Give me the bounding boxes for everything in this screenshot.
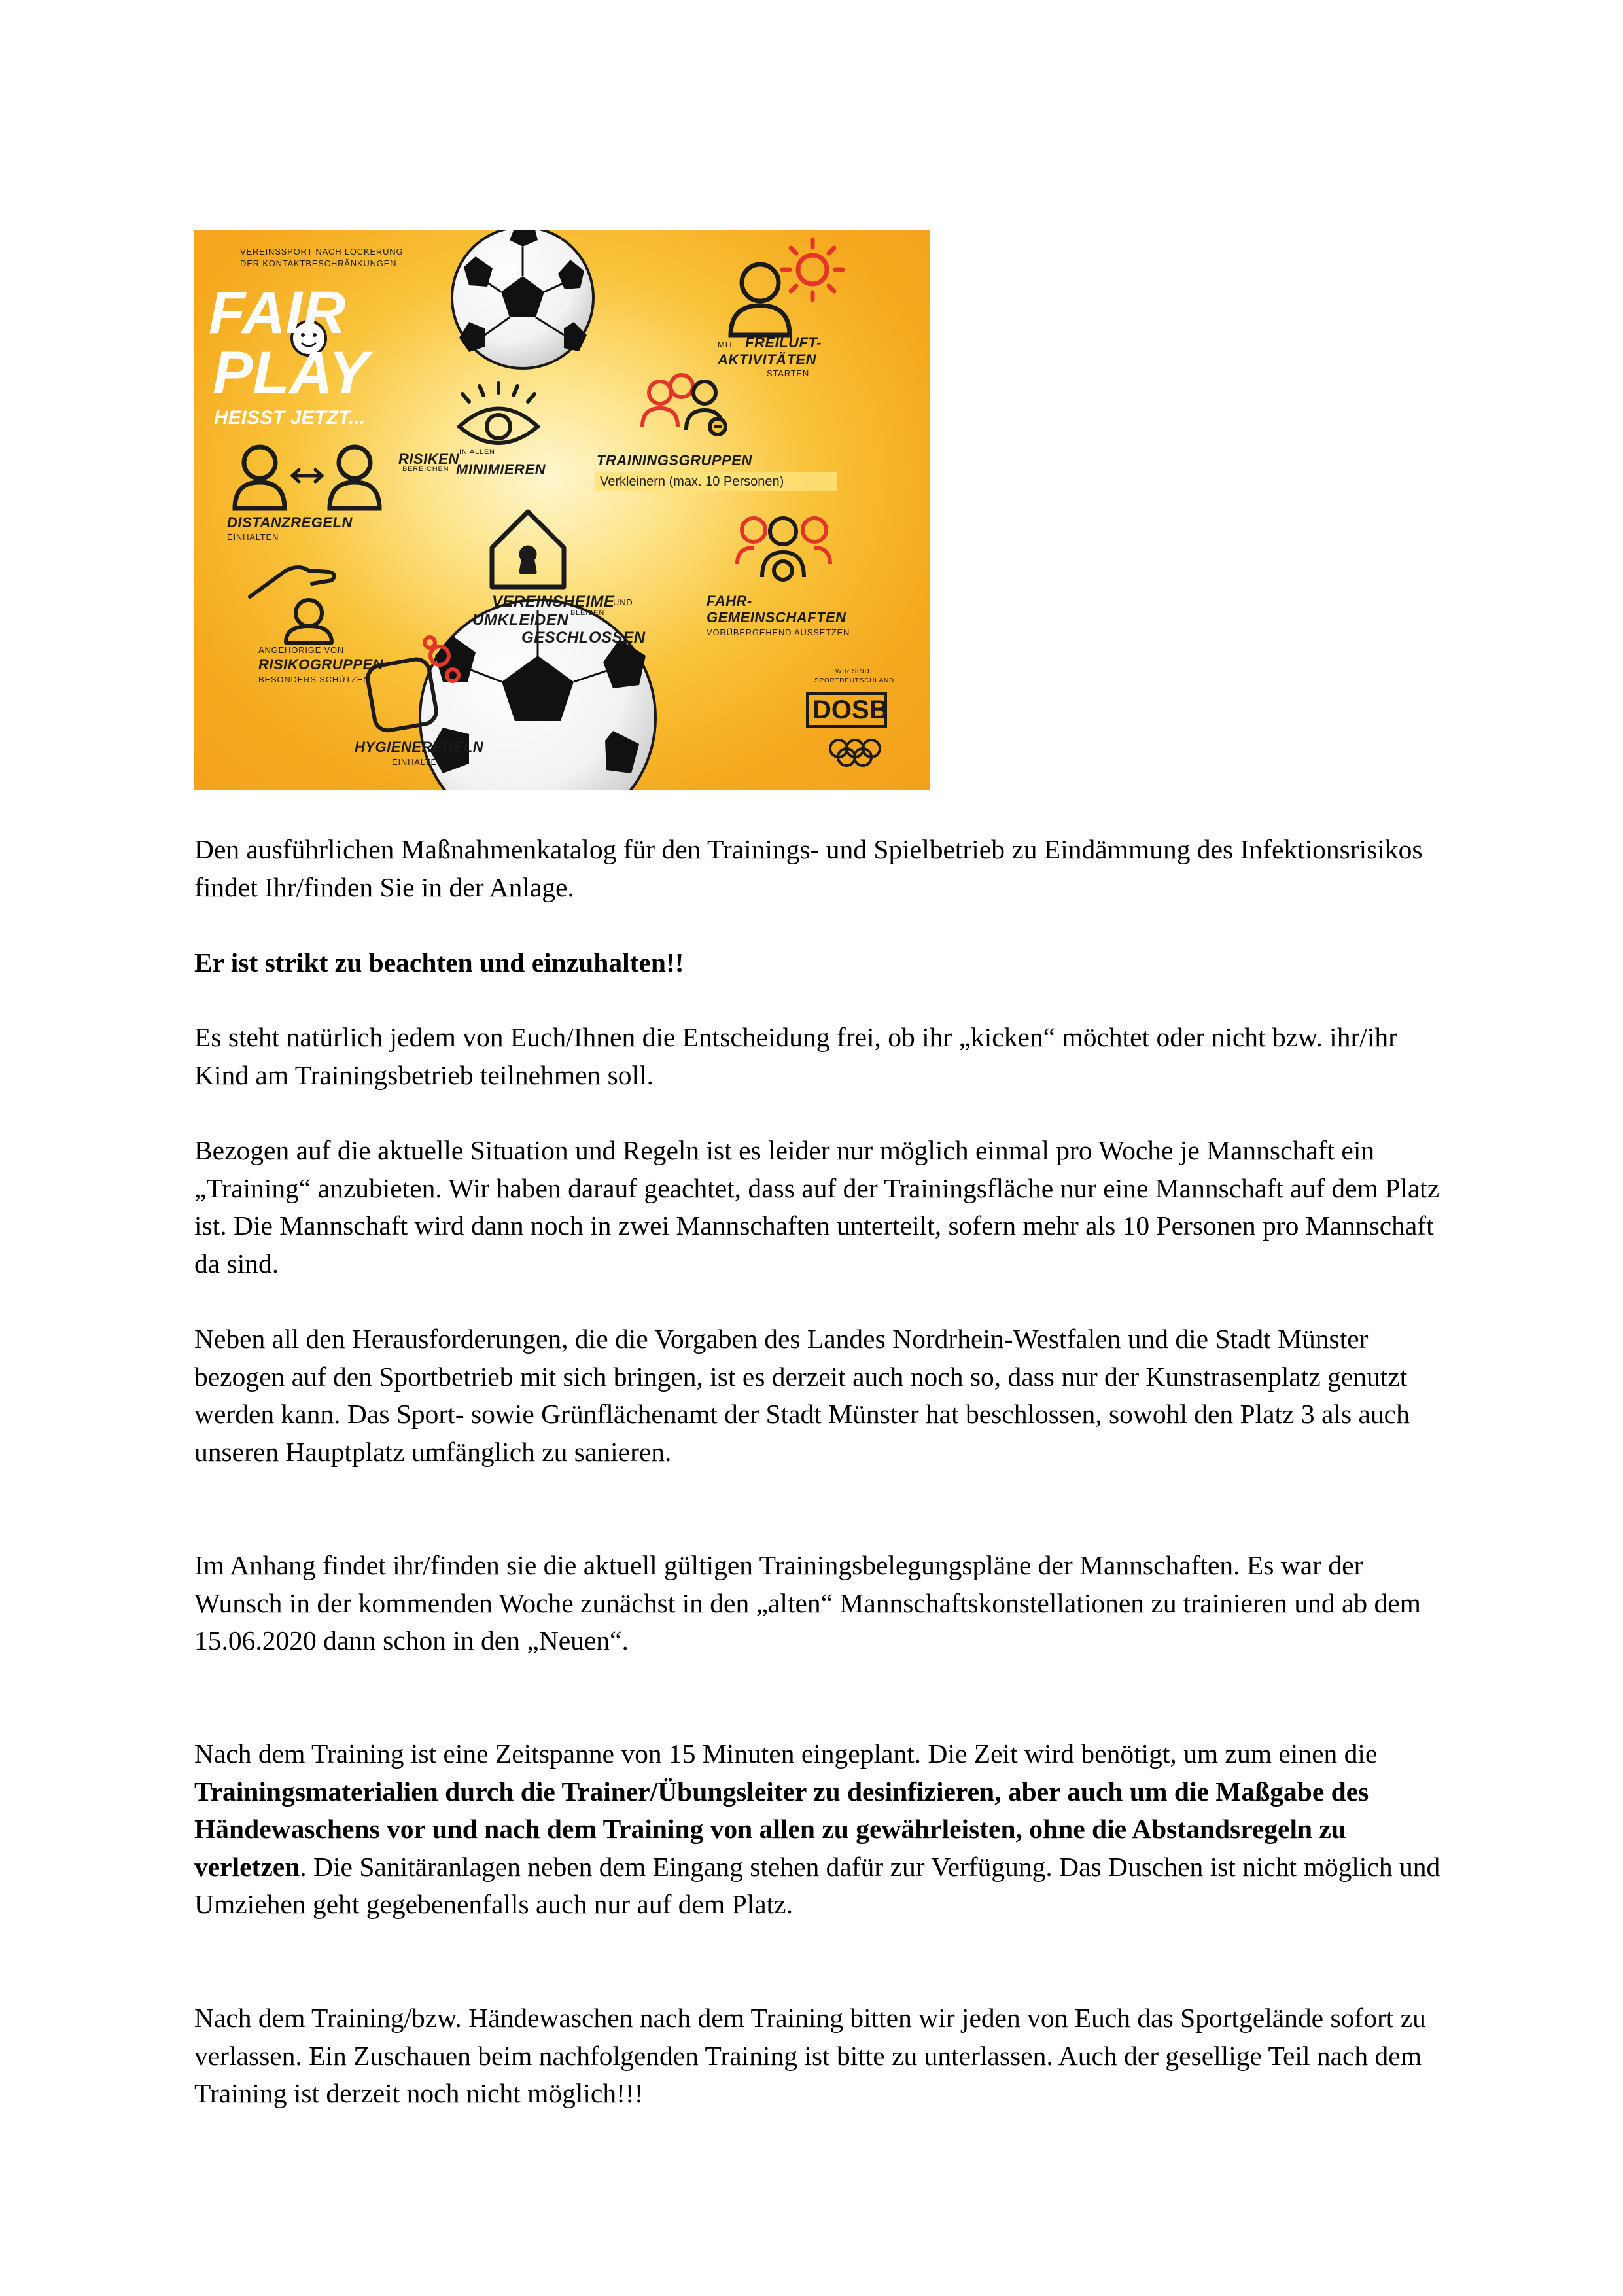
- freiluft-2: AKTIVITÄTEN: [718, 351, 816, 368]
- olympic-rings-icon: [830, 740, 880, 766]
- poster-header-1: VEREINSSPORT NACH LOCKERUNG: [240, 247, 404, 256]
- vereinsheime-1b: UND: [613, 597, 633, 607]
- risiken-1: RISIKEN: [398, 451, 459, 467]
- risiken-2b: BEREICHEN: [402, 465, 449, 473]
- poster-headline-heisst: HEISST JETZT...: [214, 407, 366, 429]
- freiluft-1: FREILUFT-: [745, 334, 822, 351]
- paragraph-trainingsbelegung: Im Anhang findet ihr/finden sie die aktuell gültigen Trainingsbelegungspläne der Mannschaften. Es war der Wunsch in der kommenden Woche zunächst in den „alten“ Mannschaftskonstellationen zu trainieren und ab dem 15.06.2020 dann schon in den „Neuen“.: [194, 1550, 1421, 1655]
- eye-icon: [459, 383, 538, 443]
- training-group-icon: [642, 375, 725, 434]
- risiken-2a: IN ALLEN: [459, 448, 495, 456]
- vereinsheime-1: VEREINSHEIME: [492, 593, 615, 610]
- risikogruppen-1: ANGEHÖRIGE VON: [258, 645, 345, 655]
- protecting-hand-icon: [250, 567, 334, 643]
- trainingsgruppen-1: TRAININGSGRUPPEN: [597, 452, 752, 468]
- paragraph-7-part-1: Nach dem Training ist eine Zeitspanne von 15 Minuten eingeplant. Die Zeit wird benötigt, um zum einen die: [194, 1739, 1378, 1769]
- fahr-2: GEMEINSCHAFTEN: [707, 609, 846, 626]
- fahr-1: FAHR-: [707, 593, 752, 609]
- soccer-ball-icon: [452, 230, 593, 368]
- fair-play-poster: [194, 230, 930, 790]
- vereinsheime-3: GESCHLOSSEN: [521, 629, 646, 646]
- fahr-3: VORÜBERGEHEND AUSSETZEN: [707, 627, 850, 637]
- car-sharing-icon: [737, 518, 830, 580]
- paragraph-7-bold: Trainingsmaterialien durch die Trainer/Übungsleiter zu desinfizieren, aber auch um die Maßgabe des Händewaschens vor und nach dem Training von allen zu gewährleisten, ohne die Abstandsregeln zu verletzen: [194, 1776, 1369, 1882]
- poster-header-2: DER KONTAKTBESCHRÄNKUNGEN: [240, 258, 397, 268]
- paragraph-gelaende-verlassen: Nach dem Training/bzw. Händewaschen nach dem Training bitten wir jeden von Euch das Sportgelände sofort zu verlassen. Ein Zuschauen beim nachfolgenden Training ist bitte zu unterlassen. Auch der gesellige Teil nach dem Training ist derzeit noch nicht möglich!!!: [194, 2003, 1426, 2108]
- paragraph-nach-dem-training: [194, 1735, 1457, 1924]
- risiken-3: MINIMIEREN: [456, 461, 546, 478]
- dosb-small-2: SPORTDEUTSCHLAND: [814, 677, 895, 684]
- hygieneregeln-2: EINHALTEN: [392, 757, 444, 767]
- paragraph-massnahmenkatalog: Den ausführlichen Maßnahmenkatalog für den Trainings- und Spielbetrieb zu Eindämmung des Infektionsrisikos findet Ihr/finden Sie in der Anlage.: [194, 834, 1423, 902]
- paragraph-7-part-3: . Die Sanitäranlagen neben dem Eingang stehen dafür zur Verfügung. Das Duschen ist nicht möglich und Umziehen geht gegebenenfalls auch nur auf dem Platz.: [194, 1851, 1440, 1919]
- freiluft-pre: MIT: [718, 340, 734, 349]
- paragraph-herausforderungen: Neben all den Herausforderungen, die die Vorgaben des Landes Nordrhein-Westfalen und die Stadt Münster bezogen auf den Sportbetrieb mit sich bringen, ist es derzeit auch noch so, dass nur der Kunstrasenplatz genutzt werden kann. Das Sport- sowie Grünflächenamt der Stadt Münster hat beschlossen, sowohl den Platz 3 als auch unseren Hauptplatz umfänglich zu sanieren.: [194, 1324, 1410, 1467]
- risikogruppen-2: RISIKOGRUPPEN: [258, 656, 384, 673]
- hygieneregeln-1: HYGIENEREGELN: [355, 739, 484, 755]
- vereinsheime-2: UMKLEIDEN: [472, 611, 569, 629]
- distance-icon: [235, 447, 379, 508]
- trainingsgruppen-2: Verkleinern (max. 10 Personen): [600, 474, 784, 489]
- paragraph-entscheidung-frei: Es steht natürlich jedem von Euch/Ihnen die Entscheidung frei, ob ihr „kicken“ möchtet oder nicht bzw. ihr/ihr Kind am Trainingsbetrieb teilnehmen soll.: [194, 1022, 1397, 1090]
- dosb-small-1: WIR SIND: [835, 668, 870, 675]
- dosb-logo-text: DOSB: [812, 696, 888, 724]
- poster-headline-fair: FAIR: [209, 279, 346, 346]
- risikogruppen-3: BESONDERS SCHÜTZEN: [258, 675, 370, 684]
- person-sun-icon: [731, 239, 843, 335]
- freiluft-3: STARTEN: [767, 368, 810, 378]
- distanzregeln-1: DISTANZREGELN: [227, 514, 353, 531]
- house-lock-icon: [492, 512, 564, 587]
- poster-headline-play: PLAY: [213, 340, 369, 406]
- paragraph-strikt-beachten: Er ist strikt zu beachten und einzuhalten!!: [194, 947, 684, 978]
- paragraph-training-pro-woche: Bezogen auf die aktuelle Situation und Regeln ist es leider nur möglich einmal pro Woche je Mannschaft ein „Training“ anzubieten. Wir haben darauf geachtet, dass auf der Trainingsfläche nur eine Mannschaft auf dem Platz ist. Die Mannschaft wird dann noch in zwei Mannschaften unterteilt, sofern mehr als 10 Personen pro Mannschaft da sind.: [194, 1135, 1440, 1279]
- distanzregeln-2: EINHALTEN: [227, 532, 279, 542]
- vereinsheime-2b: BLEIBEN: [570, 609, 605, 617]
